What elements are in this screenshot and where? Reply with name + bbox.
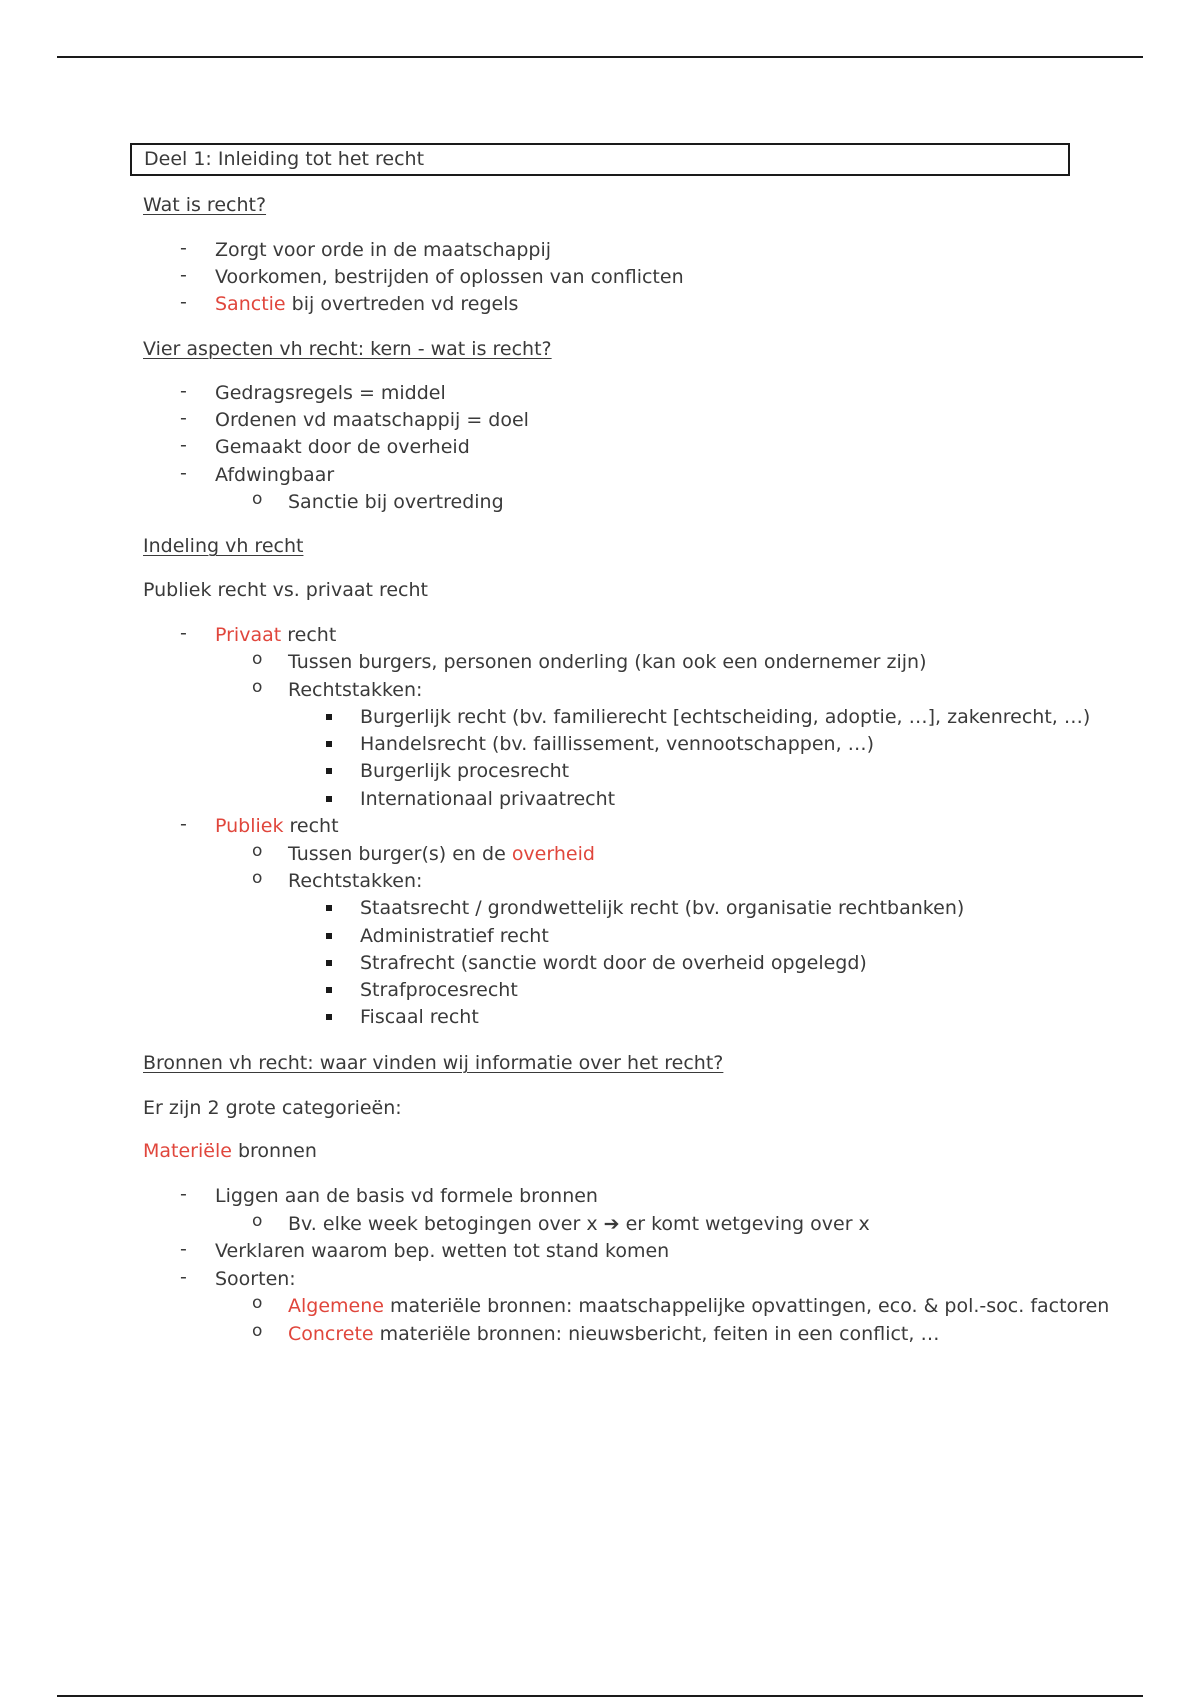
circle-marker: o bbox=[252, 1293, 263, 1313]
dash-marker: - bbox=[180, 407, 187, 429]
list-item bbox=[215, 813, 339, 839]
square-marker bbox=[326, 905, 332, 911]
sub-item bbox=[288, 1321, 939, 1347]
circle-marker: o bbox=[252, 489, 263, 509]
highlight-text: Concrete bbox=[288, 1323, 374, 1345]
highlight-text: Algemene bbox=[288, 1295, 384, 1317]
list-item bbox=[215, 291, 518, 317]
dash-marker: - bbox=[180, 237, 187, 259]
paragraph: Publiek recht vs. privaat recht bbox=[143, 579, 428, 601]
square-marker bbox=[326, 741, 332, 747]
footer-rule bbox=[57, 1695, 1143, 1697]
list-item: Voorkomen, bestrijden of oplossen van conflicten bbox=[215, 266, 684, 288]
list-item-text: bij overtreden vd regels bbox=[285, 293, 519, 315]
page-title-box bbox=[130, 143, 1070, 176]
list-item: Soorten: bbox=[215, 1268, 296, 1290]
dash-marker: - bbox=[180, 813, 187, 835]
sub-sub-item: Burgerlijk procesrecht bbox=[360, 760, 570, 782]
sub-sub-item: Fiscaal recht bbox=[360, 1006, 479, 1028]
sub-sub-item: Strafrecht (sanctie wordt door de overheid opgelegd) bbox=[360, 952, 867, 974]
circle-marker: o bbox=[252, 649, 263, 669]
dash-marker: - bbox=[180, 291, 187, 313]
heading-indeling: Indeling vh recht bbox=[143, 535, 304, 557]
sub-item-text: Tussen burger(s) en de bbox=[288, 843, 512, 865]
sub-item: Rechtstakken: bbox=[288, 679, 423, 701]
highlight-text: Materiële bbox=[143, 1140, 232, 1162]
sub-item: Rechtstakken: bbox=[288, 870, 423, 892]
sub-item-text: materiële bronnen: maatschappelijke opvattingen, eco. & pol.-soc. factoren bbox=[383, 1295, 1110, 1317]
sub-item-text: materiële bronnen: nieuwsbericht, feiten in een conflict, … bbox=[373, 1323, 940, 1345]
list-item: Gedragsregels = middel bbox=[215, 382, 446, 404]
sub-item bbox=[288, 1293, 1109, 1319]
dash-marker: - bbox=[180, 462, 187, 484]
heading-wat-is-recht: Wat is recht? bbox=[143, 194, 267, 216]
square-marker bbox=[326, 1014, 332, 1020]
subheading-text: bronnen bbox=[231, 1140, 317, 1162]
list-item: Liggen aan de basis vd formele bronnen bbox=[215, 1185, 598, 1207]
square-marker bbox=[326, 933, 332, 939]
sub-sub-item: Handelsrecht (bv. faillissement, vennootschappen, …) bbox=[360, 733, 875, 755]
dash-marker: - bbox=[180, 434, 187, 456]
sub-item-text: er komt wetgeving over x bbox=[619, 1213, 870, 1235]
sub-sub-item: Strafprocesrecht bbox=[360, 979, 518, 1001]
list-item-text: recht bbox=[283, 815, 339, 837]
dash-marker: - bbox=[180, 380, 187, 402]
arrow-icon: ➔ bbox=[603, 1213, 620, 1235]
circle-marker: o bbox=[252, 868, 263, 888]
list-item: Verklaren waarom bep. wetten tot stand komen bbox=[215, 1240, 670, 1262]
highlight-text: Sanctie bbox=[215, 293, 286, 315]
sub-sub-item: Burgerlijk recht (bv. familierecht [echtscheiding, adoptie, …], zakenrecht, …) bbox=[360, 706, 1091, 728]
sub-sub-item: Internationaal privaatrecht bbox=[360, 788, 616, 810]
sub-sub-item: Staatsrecht / grondwettelijk recht (bv. organisatie rechtbanken) bbox=[360, 897, 965, 919]
square-marker bbox=[326, 987, 332, 993]
circle-marker: o bbox=[252, 677, 263, 697]
highlight-text: overheid bbox=[511, 843, 595, 865]
header-rule bbox=[57, 56, 1143, 58]
list-item bbox=[215, 622, 336, 648]
heading-vier-aspecten: Vier aspecten vh recht: kern - wat is recht? bbox=[143, 338, 552, 360]
square-marker bbox=[326, 714, 332, 720]
dash-marker: - bbox=[180, 1183, 187, 1205]
highlight-text: Privaat bbox=[215, 624, 282, 646]
paragraph: Er zijn 2 grote categorieën: bbox=[143, 1097, 402, 1119]
circle-marker: o bbox=[252, 841, 263, 861]
heading-bronnen: Bronnen vh recht: waar vinden wij informatie over het recht? bbox=[143, 1052, 724, 1074]
sub-item: Sanctie bij overtreding bbox=[288, 491, 504, 513]
subheading-materiele-bronnen bbox=[143, 1138, 317, 1164]
list-item: Gemaakt door de overheid bbox=[215, 436, 470, 458]
dash-marker: - bbox=[180, 1238, 187, 1260]
dash-marker: - bbox=[180, 1266, 187, 1288]
sub-item-text: Bv. elke week betogingen over x bbox=[288, 1213, 604, 1235]
highlight-text: Publiek bbox=[215, 815, 284, 837]
square-marker bbox=[326, 796, 332, 802]
square-marker bbox=[326, 768, 332, 774]
dash-marker: - bbox=[180, 264, 187, 286]
sub-item bbox=[288, 1211, 870, 1237]
list-item-text: recht bbox=[281, 624, 337, 646]
sub-item: Tussen burgers, personen onderling (kan ook een ondernemer zijn) bbox=[288, 651, 927, 673]
page-title: Deel 1: Inleiding tot het recht bbox=[144, 148, 425, 170]
dash-marker: - bbox=[180, 622, 187, 644]
square-marker bbox=[326, 960, 332, 966]
list-item: Ordenen vd maatschappij = doel bbox=[215, 409, 529, 431]
circle-marker: o bbox=[252, 1321, 263, 1341]
sub-item bbox=[288, 841, 595, 867]
sub-sub-item: Administratief recht bbox=[360, 925, 549, 947]
circle-marker: o bbox=[252, 1211, 263, 1231]
list-item: Afdwingbaar bbox=[215, 464, 335, 486]
list-item: Zorgt voor orde in de maatschappij bbox=[215, 239, 552, 261]
